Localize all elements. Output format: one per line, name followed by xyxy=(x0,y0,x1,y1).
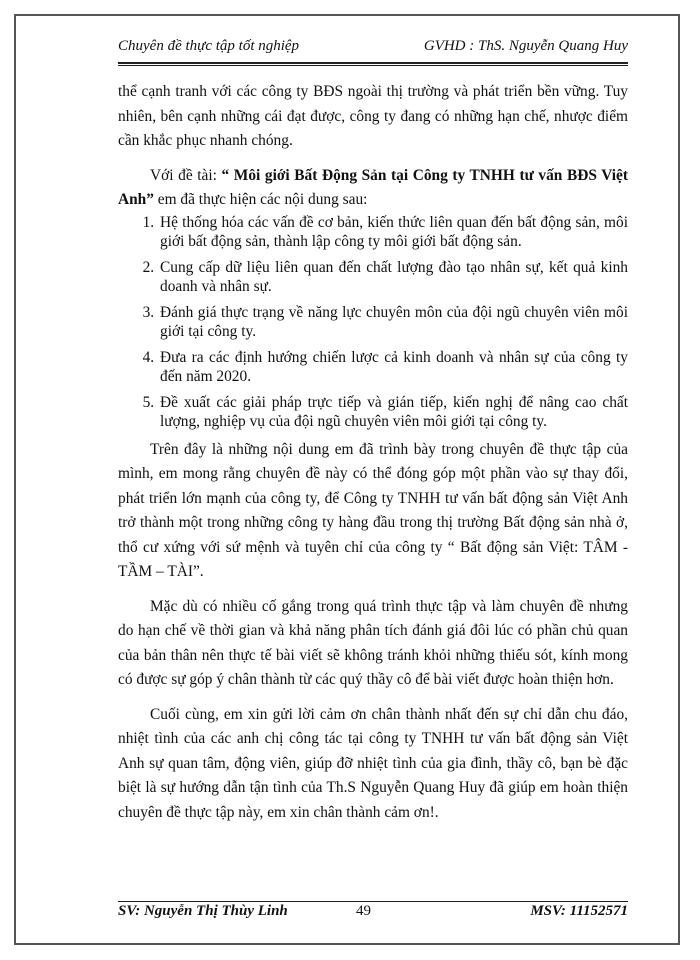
list-item: 3. Đánh giá thực trạng về năng lực chuyên môn của đội ngũ chuyên viên môi giới tại công ty. xyxy=(158,303,628,342)
paragraph-4: Mặc dù có nhiều cố gắng trong quá trình thực tập và làm chuyên đề nhưng do hạn chế về thời gian và khả năng phân tích đánh giá đôi lúc có phần chủ quan của bản thân nên thực tế bài viết sẽ không tránh khỏi những thiếu sót, kính mong có được sự góp ý chân thành từ các quý thầy cô để bài viết được hoàn thiện hơn. xyxy=(118,597,628,688)
list-item: 4. Đưa ra các định hướng chiến lược cả kinh doanh và nhân sự của công ty đến năm 2020. xyxy=(158,348,628,387)
footer-student-name: SV: Nguyễn Thị Thùy Linh xyxy=(118,903,288,919)
page-number: 49 xyxy=(356,903,371,919)
paragraph-1: thể cạnh tranh với các công ty BĐS ngoài thị trường và phát triển bền vững. Tuy nhiên, bên cạnh những cái đạt được, công ty đang có những hạn chế, nhược điểm cần khắc phục nhanh chóng. xyxy=(118,83,628,149)
topic-prefix: Với đề tài: xyxy=(150,166,222,184)
footer-rule xyxy=(118,901,628,902)
list-item: 5. Đề xuất các giải pháp trực tiếp và gián tiếp, kiến nghị để nâng cao chất lượng, nghiệp vụ của đội ngũ chuyên viên môi giới tại công ty. xyxy=(158,393,628,432)
content-list xyxy=(118,213,628,432)
header-rule-thick xyxy=(118,62,628,64)
footer-student-id: MSV: 11152571 xyxy=(530,903,628,919)
header-course-title: Chuyên đề thực tập tốt nghiệp xyxy=(118,38,300,54)
paragraph-3: Trên đây là những nội dung em đã trình bày trong chuyên đề thực tập của mình, em mong rằng chuyên đề này có thể đóng góp một phần vào sự thay đổi, phát triển lớn mạnh của công ty, để Công ty TNHH tư vấn bất động sản Việt Anh trở thành một trong những công ty hàng đầu trong thị trường Bất động sản nhà ở, thổ cư xứng với sứ mệnh và tuyên chỉ của công ty “ Bất động sản Việt: TÂM - TẦM – TÀI”. xyxy=(118,440,628,580)
page-footer xyxy=(118,903,628,925)
list-item: 2. Cung cấp dữ liệu liên quan đến chất lượng đào tạo nhân sự, kết quả kinh doanh và nhân sự. xyxy=(158,258,628,297)
topic-suffix: em đã thực hiện các nội dung sau: xyxy=(153,191,368,208)
header-rule-thin xyxy=(118,65,628,66)
list-item: 1. Hệ thống hóa các vấn đề cơ bản, kiến thức liên quan đến bất động sản, môi giới bất động sản, thành lập công ty môi giới bất động sản. xyxy=(158,213,628,252)
document-body xyxy=(118,80,628,825)
paragraph-5: Cuối cùng, em xin gửi lời cảm ơn chân thành nhất đến sự chỉ dẫn chu đáo, nhiệt tình của các anh chị công tác tại công ty TNHH tư vấn bất động sản Việt Anh sự quan tâm, động viên, giúp đỡ nhiệt tình của gia đình, thầy cô, bạn bè đặc biệt là sự hướng dẫn tận tình của Th.S Nguyễn Quang Huy đã giúp em hoàn thiện chuyên đề thực tập này, em xin chân thành cảm ơn!. xyxy=(118,705,628,821)
page-header xyxy=(118,38,628,62)
topic-title: “ Môi giới Bất Động Sản tại Công ty TNHH tư vấn BĐS Việt Anh” xyxy=(118,166,628,208)
header-supervisor: GVHD : ThS. Nguyễn Quang Huy xyxy=(423,38,628,54)
paragraph-topic xyxy=(118,164,628,213)
